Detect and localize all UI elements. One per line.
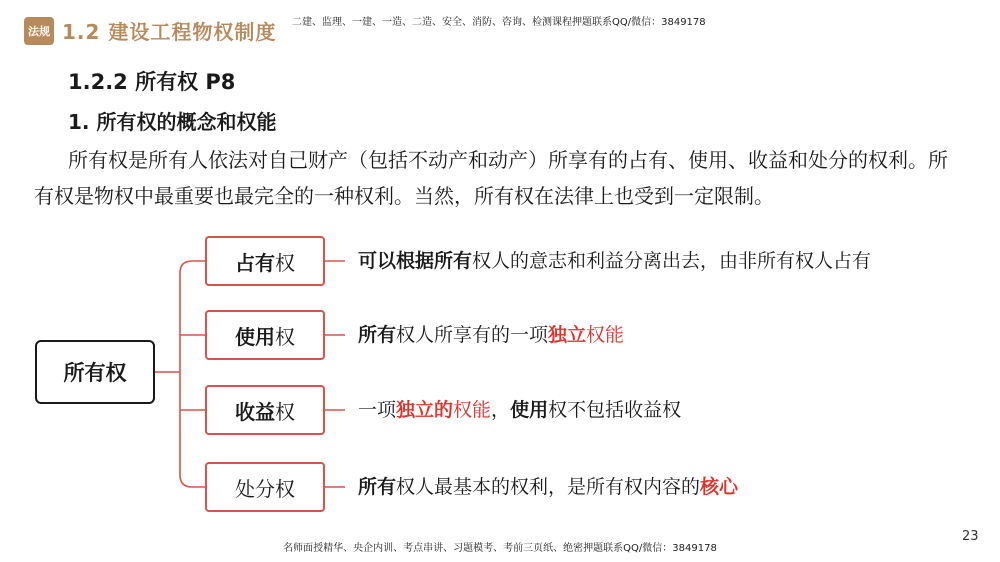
text-run: 收益 <box>235 399 275 424</box>
text-run: 权人所享有的一项 <box>396 324 549 346</box>
text-run: ， <box>491 399 511 421</box>
text-run: 一项 <box>358 399 397 421</box>
text-run: 权能 <box>453 399 492 421</box>
node-disposal-right <box>205 462 325 512</box>
node-use-right <box>205 310 325 360</box>
definition-paragraph: 所有权是所有人依法对自己财产（包括不动产和动产）所享有的占有、使用、收益和处分的权利。所有权是物权中最重要也最完全的一种权利。当然，所有权在法律上也受到一定限制。 <box>34 148 948 208</box>
page-number: 23 <box>962 529 979 544</box>
desc-possession-right <box>358 246 871 276</box>
node-possession-right <box>205 236 325 286</box>
text-run: 独立 <box>548 324 587 346</box>
chapter-title: 1.2 建设工程物权制度 <box>62 20 277 44</box>
text-run: 权 <box>275 324 295 349</box>
text-run: 权 <box>275 250 295 275</box>
text-run: 权能 <box>586 324 625 346</box>
text-run: 权不包括收益权 <box>548 399 682 421</box>
text-run: 权 <box>275 399 295 424</box>
desc-income-right <box>358 395 681 425</box>
text-run: 所有 <box>358 476 397 498</box>
top-contact-note: 二建、监理、一建、一造、二造、安全、消防、咨询、检测课程押题联系QQ/微信：3849178 <box>292 17 706 28</box>
text-run: 使用 <box>510 399 549 421</box>
text-run: 占有 <box>235 250 275 275</box>
desc-disposal-right <box>358 472 738 502</box>
text-run: 处分权 <box>235 476 295 501</box>
sub-title: 1. 所有权的概念和权能 <box>68 110 277 134</box>
node-income-right <box>205 385 325 435</box>
branch-trunk <box>180 261 205 487</box>
section-title: 1.2.2 所有权 P8 <box>68 70 236 94</box>
text-run: 独立的 <box>396 399 454 421</box>
root-node-ownership: 所有权 <box>35 340 155 404</box>
text-run: 权人最基本的权利，是所有权内容的 <box>396 476 701 498</box>
subject-badge: 法规 <box>24 17 54 45</box>
text-run: 核心 <box>700 476 739 498</box>
text-run: 所有 <box>358 324 397 346</box>
bottom-contact-note: 名师面授精华、央企内训、考点串讲、习题模考、考前三页纸、绝密押题联系QQ/微信：3849178 <box>283 543 717 554</box>
text-run: 可以根据所有 <box>358 250 473 272</box>
text-run: 使用 <box>235 324 275 349</box>
desc-use-right <box>358 320 624 350</box>
text-run: 权人的意志和利益分离出去，由非所有权人占有 <box>472 250 872 272</box>
